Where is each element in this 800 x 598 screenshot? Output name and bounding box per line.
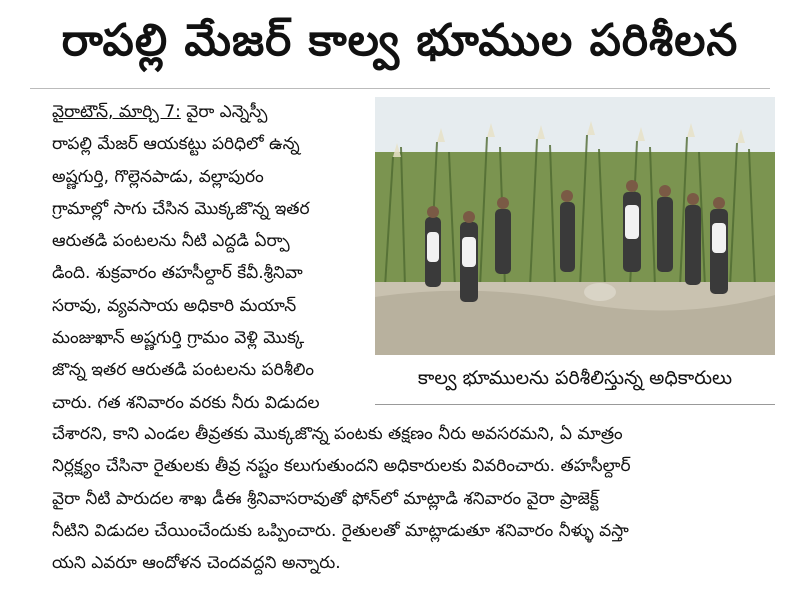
headline-divider (30, 88, 770, 89)
article-line (52, 96, 370, 128)
article-line: నిర్లక్ష్యం చేసినా రైతులకు తీవ్ర నష్టం కలుగుతుందని అధికారులకు వివరించారు. తహసీల్దార్ (52, 456, 631, 477)
article-line: ఆరుతడి పంటలను నీటి ఎద్దడి ఏర్పా (52, 231, 290, 252)
article-line: యని ఎవరూ ఆందోళన చెందవద్దని అన్నారు. (52, 553, 341, 574)
article-line: వైరా నీటి పారుదల శాఖ డీఈ శ్రీనివాసరావుతో ఫోన్‌లో మాట్లాడి శనివారం వైరా ప్రాజెక్ట్ (52, 488, 599, 509)
article-line-text: వైరా ఎన్నెస్పీ (180, 102, 268, 122)
photo-caption: కాల్వ భూములను పరిశీలిస్తున్న అధికారులు (417, 366, 733, 389)
headline: రాపల్లి మేజర్ కాల్వ భూముల పరిశీలన (61, 15, 739, 66)
article-line: చారు. గత శనివారం వరకు నీరు విడుదల (52, 392, 320, 413)
article-line: సరావు, వ్యవసాయ అధికారి మయాన్ (52, 295, 297, 316)
news-photo (375, 97, 775, 355)
article-narrow-column (52, 96, 370, 419)
article-line: గ్రామాల్లో సాగు చేసిన మొక్కజొన్న ఇతర (52, 198, 310, 219)
article-full-column (52, 418, 772, 579)
article-line: చేశారని, కాని ఎండల తీవ్రతకు మొక్కజొన్న పంటకు తక్షణం నీరు అవసరమని, ఏ మాత్రం (52, 424, 623, 444)
article-line: మంజుఖాన్ అష్ణగుర్తి గ్రామం వెళ్లి మొక్క (52, 328, 305, 349)
article-line: డింది. శుక్రవారం తహసీల్దార్ కేవీ.శ్రీనివా (52, 263, 303, 284)
cornfield-photo-illustration (375, 97, 775, 355)
article-line: నీటిని విడుదల చేయించేందుకు ఒప్పించారు. రైతులతో మాట్లాడుతూ శనివారం నీళ్ళు వస్తా (52, 520, 629, 541)
caption-divider (375, 404, 775, 405)
article-line: జొన్న ఇతర ఆరుతడి పంటలను పరిశీలిం (52, 360, 314, 381)
article-line: అష్ణగుర్తి, గొల్లెనపాడు, వల్లాపురం (52, 166, 264, 187)
dateline: వైరాటౌన్, మార్చి 7: (52, 102, 181, 122)
article-line: రాపల్లి మేజర్ ఆయకట్టు పరిధిలో ఉన్న (52, 134, 300, 155)
